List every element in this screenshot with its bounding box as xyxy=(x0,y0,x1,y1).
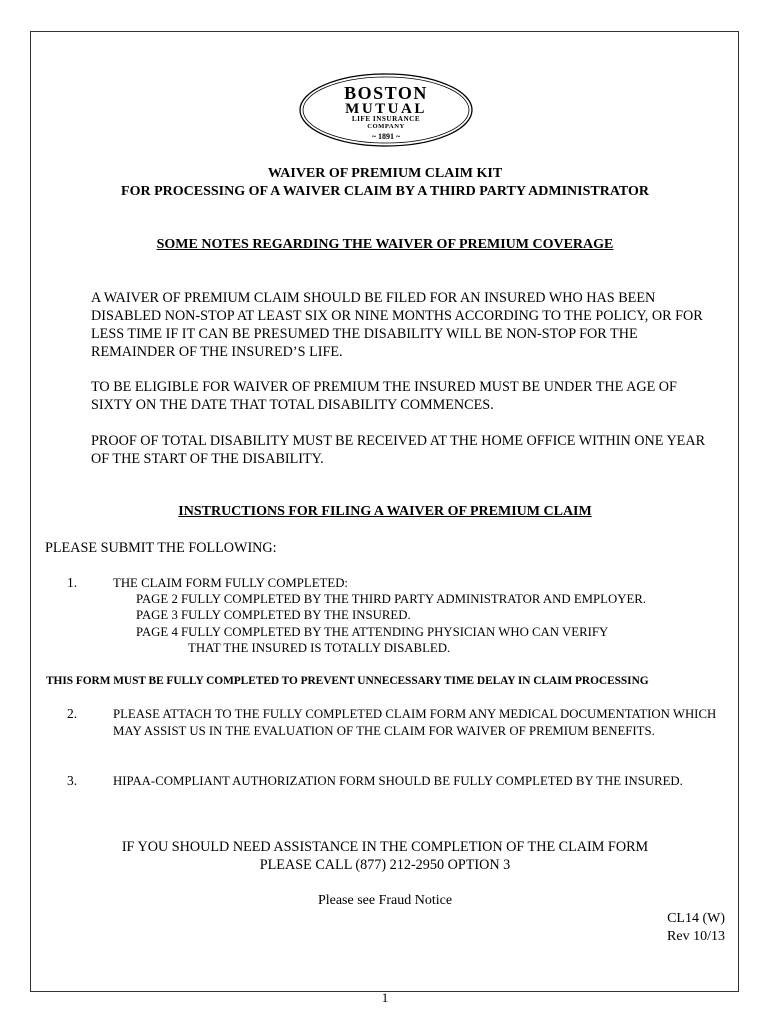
revision-date: Rev 10/13 xyxy=(667,929,725,944)
item-1-sub-2: PAGE 3 FULLY COMPLETED BY THE INSURED. xyxy=(136,608,411,622)
assistance-line-1: IF YOU SHOULD NEED ASSISTANCE IN THE COMPLETION OF THE CLAIM FORM xyxy=(121,839,649,855)
notes-paragraph-1: A WAIVER OF PREMIUM CLAIM SHOULD BE FILED FOR AN INSURED WHO HAS BEEN DISABLED NON-STOP AT LEAST SIX OR NINE MONTHS ACCORDING TO THE POLICY, OR FOR LESS TIME IF IT CAN BE PRESUMED THE DISABILITY WILL BE NON-STOP FOR THE REMAINDER OF THE INSURED’S LIFE. xyxy=(91,290,703,360)
form-code: CL14 (W) xyxy=(667,911,725,926)
submit-label: PLEASE SUBMIT THE FOLLOWING: xyxy=(45,540,277,556)
fraud-notice: Please see Fraud Notice xyxy=(317,893,453,908)
item-1-number: 1. xyxy=(67,575,78,590)
document-title: WAIVER OF PREMIUM CLAIM KIT xyxy=(267,166,503,181)
company-logo xyxy=(298,72,474,148)
logo-line1: BOSTON xyxy=(344,83,428,103)
notes-paragraph-2: TO BE ELIGIBLE FOR WAIVER OF PREMIUM THE INSURED MUST BE UNDER THE AGE OF SIXTY ON THE DATE THAT TOTAL DISABILITY COMMENCES. xyxy=(91,379,677,413)
item-1-sub-4: THAT THE INSURED IS TOTALLY DISABLED. xyxy=(188,641,451,655)
instructions-heading: INSTRUCTIONS FOR FILING A WAIVER OF PREMIUM CLAIM xyxy=(178,504,592,519)
page-number: 1 xyxy=(381,990,389,1005)
item-3-number: 3. xyxy=(67,773,78,788)
item-1-text: THE CLAIM FORM FULLY COMPLETED: xyxy=(113,576,348,590)
logo-line2: MUTUAL xyxy=(345,101,427,117)
logo-line4: COMPANY xyxy=(367,123,405,130)
document-subtitle: FOR PROCESSING OF A WAIVER CLAIM BY A THIRD PARTY ADMINISTRATOR xyxy=(121,184,649,199)
logo-line3: LIFE INSURANCE xyxy=(351,115,421,123)
item-2-number: 2. xyxy=(67,706,78,721)
logo-year: ~ 1891 ~ xyxy=(371,132,401,141)
item-1-sub-3: PAGE 4 FULLY COMPLETED BY THE ATTENDING PHYSICIAN WHO CAN VERIFY xyxy=(136,625,609,639)
completion-warning: THIS FORM MUST BE FULLY COMPLETED TO PREVENT UNNECESSARY TIME DELAY IN CLAIM PROCESSING xyxy=(46,675,649,687)
assistance-phone: PLEASE CALL (877) 212-2950 OPTION 3 xyxy=(259,857,511,873)
item-3-text: HIPAA-COMPLIANT AUTHORIZATION FORM SHOULD BE FULLY COMPLETED BY THE INSURED. xyxy=(113,774,683,788)
notes-paragraph-3: PROOF OF TOTAL DISABILITY MUST BE RECEIVED AT THE HOME OFFICE WITHIN ONE YEAR OF THE START OF THE DISABILITY. xyxy=(91,433,706,467)
item-2-text: PLEASE ATTACH TO THE FULLY COMPLETED CLAIM FORM ANY MEDICAL DOCUMENTATION WHICH MAY ASSIST US IN THE EVALUATION OF THE CLAIM FOR WAIVER OF PREMIUM BENEFITS. xyxy=(113,707,717,738)
item-1-sub-1: PAGE 2 FULLY COMPLETED BY THE THIRD PARTY ADMINISTRATOR AND EMPLOYER. xyxy=(136,592,646,606)
notes-heading: SOME NOTES REGARDING THE WAIVER OF PREMIUM COVERAGE xyxy=(156,237,614,252)
